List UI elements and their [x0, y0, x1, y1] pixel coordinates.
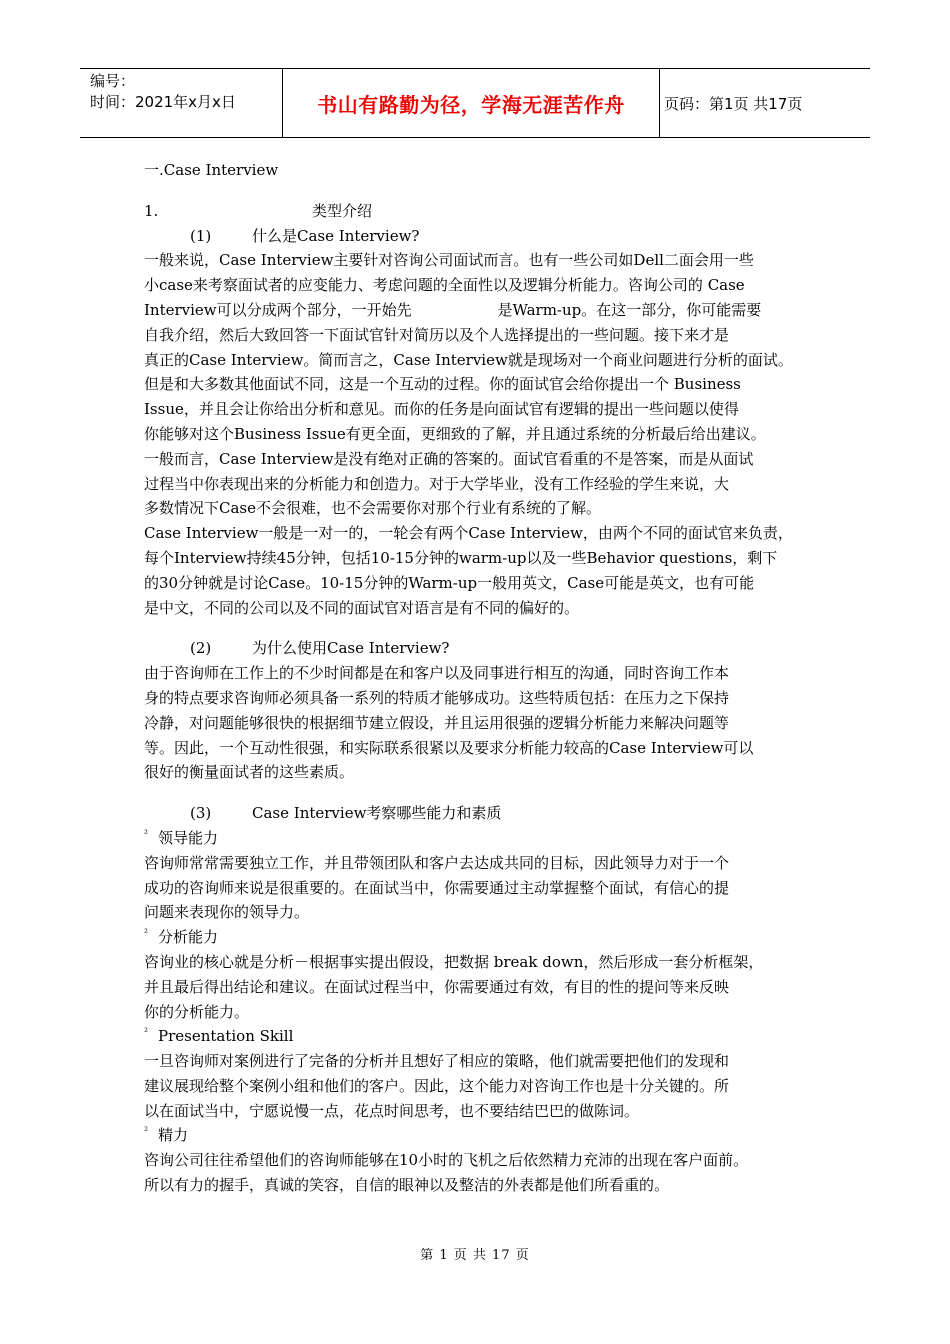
question-2-number: (2)	[190, 639, 212, 658]
text-line: 由于咨询师在工作上的不少时间都是在和客户以及同事进行相互的沟通，同时咨询工作本	[144, 664, 730, 683]
header-page-info: 页码：第1页 共17页	[664, 94, 803, 113]
ability-heading-leadership	[144, 826, 810, 851]
header-motto: 书山有路勤为径，学海无涯苦作舟	[282, 69, 660, 137]
question-1-text: 什么是Case Interview?	[252, 226, 420, 245]
ability-heading-energy	[144, 1123, 810, 1148]
bullet-icon: ²	[144, 928, 149, 940]
document-body	[144, 158, 810, 1198]
text-line: 咨询业的核心就是分析－根据事实提出假设，把数据 break down，然后形成一套分析框架，	[144, 952, 764, 971]
ability-heading-presentation	[144, 1024, 810, 1049]
text-line: 建议展现给整个案例小组和他们的客户。因此，这个能力对咨询工作也是十分关键的。所	[144, 1076, 730, 1095]
text-line: 一旦咨询师对案例进行了完备的分析并且想好了相应的策略，他们就需要把他们的发现和	[144, 1052, 730, 1071]
page-header	[80, 68, 870, 138]
text-line: Issue，并且会让你给出分析和意见。而你的任务是向面试官有逻辑的提出一些问题以使得	[144, 400, 739, 419]
text-line: 冷静，对问题能够很快的根据细节建立假设，并且运用很强的逻辑分析能力来解决问题等	[144, 713, 730, 732]
text-line: 咨询师常常需要独立工作，并且带领团队和客户去达成共同的目标，因此领导力对于一个	[144, 853, 730, 872]
question-3-heading	[144, 801, 810, 826]
text-line: 你的分析能力。	[144, 1002, 250, 1021]
header-meta	[80, 69, 280, 137]
text-line: 每个Interview持续45分钟，包括10-15分钟的warm-up以及一些Behavior questions，剩下	[144, 548, 778, 567]
section-title: 一.Case Interview	[144, 161, 279, 179]
text-line: 以在面试当中，宁愿说慢一点，花点时间思考，也不要结结巴巴的做陈词。	[144, 1101, 640, 1120]
question-3-number: (3)	[190, 804, 212, 823]
text-line: 一般而言，Case Interview是没有绝对正确的答案的。面试官看重的不是答案，而是从面试	[144, 449, 754, 468]
text-line: 但是和大多数其他面试不同，这是一个互动的过程。你的面试官会给你提出一个 Business	[144, 375, 741, 394]
heading-1	[144, 199, 810, 224]
text-line: 问题来表现你的领导力。	[144, 903, 310, 922]
page-footer: 第 1 页 共 17 页	[420, 1248, 530, 1263]
text-line: 咨询公司往往希望他们的咨询师能够在10小时的飞机之后依然精力充沛的出现在客户面前。	[144, 1151, 749, 1170]
text-line: Case Interview一般是一对一的，一轮会有两个Case Interview，由两个不同的面试官来负责，	[144, 524, 793, 543]
text-line: Interview可以分成两个部分，一开始先 是Warm-up。在这一部分，你可能需要	[144, 300, 762, 319]
question-2-paragraph	[144, 661, 810, 785]
text-line: 很好的衡量面试者的这些素质。	[144, 763, 355, 782]
question-2-text: 为什么使用Case Interview?	[252, 639, 450, 658]
text-line: 自我介绍，然后大致回答一下面试官针对简历以及个人选择提出的一些问题。接下来才是	[144, 325, 730, 344]
question-1-paragraph-1	[144, 248, 810, 521]
ability-title: 分析能力	[158, 928, 219, 947]
text-line: 等。因此，一个互动性很强，和实际联系很紧以及要求分析能力较高的Case Interview可以	[144, 738, 754, 757]
text-line: 你能够对这个Business Issue有更全面，更细致的了解，并且通过系统的分析最后给出建议。	[144, 424, 766, 443]
doc-time-label: 时间：2021年x月x日	[90, 93, 236, 111]
text-line: 真正的Case Interview。简而言之，Case Interview就是现场对一个商业问题进行分析的面试。	[144, 350, 793, 369]
text-line: 是中文，不同的公司以及不同的面试官对语言是有不同的偏好的。	[144, 598, 580, 617]
text-line: 一般来说，Case Interview主要针对咨询公司面试而言。也有一些公司如Dell二面会用一些	[144, 251, 754, 270]
doc-number-label: 编号：	[90, 72, 136, 90]
question-1-heading	[144, 224, 810, 249]
bullet-icon: ²	[144, 828, 149, 840]
text-line: 多数情况下Case不会很难，也不会需要你对那个行业有系统的了解。	[144, 499, 601, 518]
ability-title: 领导能力	[158, 828, 219, 847]
question-1-paragraph-2	[144, 521, 810, 620]
question-3-text: Case Interview考察哪些能力和素质	[252, 804, 502, 823]
text-line: 过程当中你表现出来的分析能力和创造力。对于大学毕业，没有工作经验的学生来说，大	[144, 474, 730, 493]
ability-heading-analysis	[144, 925, 810, 950]
question-1-number: (1)	[190, 226, 212, 245]
ability-title: 精力	[158, 1126, 189, 1145]
text-line: 并且最后得出结论和建议。在面试过程当中，你需要通过有效，有目的性的提问等来反映	[144, 977, 730, 996]
bullet-icon: ²	[144, 1027, 149, 1039]
text-line: 小case来考察面试者的应变能力、考虑问题的全面性以及逻辑分析能力。咨询公司的 Case	[144, 276, 745, 295]
text-line: 成功的咨询师来说是很重要的。在面试当中，你需要通过主动掌握整个面试，有信心的提	[144, 878, 730, 897]
question-2-heading	[144, 636, 810, 661]
text-line: 身的特点要求咨询师必须具备一系列的特质才能够成功。这些特质包括：在压力之下保持	[144, 688, 730, 707]
text-line: 所以有力的握手，真诚的笑容，自信的眼神以及整洁的外表都是他们所看重的。	[144, 1176, 670, 1195]
heading-1-text: 类型介绍	[312, 201, 373, 220]
ability-title: Presentation Skill	[158, 1027, 294, 1046]
bullet-icon: ²	[144, 1126, 149, 1138]
text-line: 的30分钟就是讨论Case。10-15分钟的Warm-up一般用英文，Case可能是英文，也有可能	[144, 573, 755, 592]
heading-1-number: 1.	[144, 201, 159, 220]
